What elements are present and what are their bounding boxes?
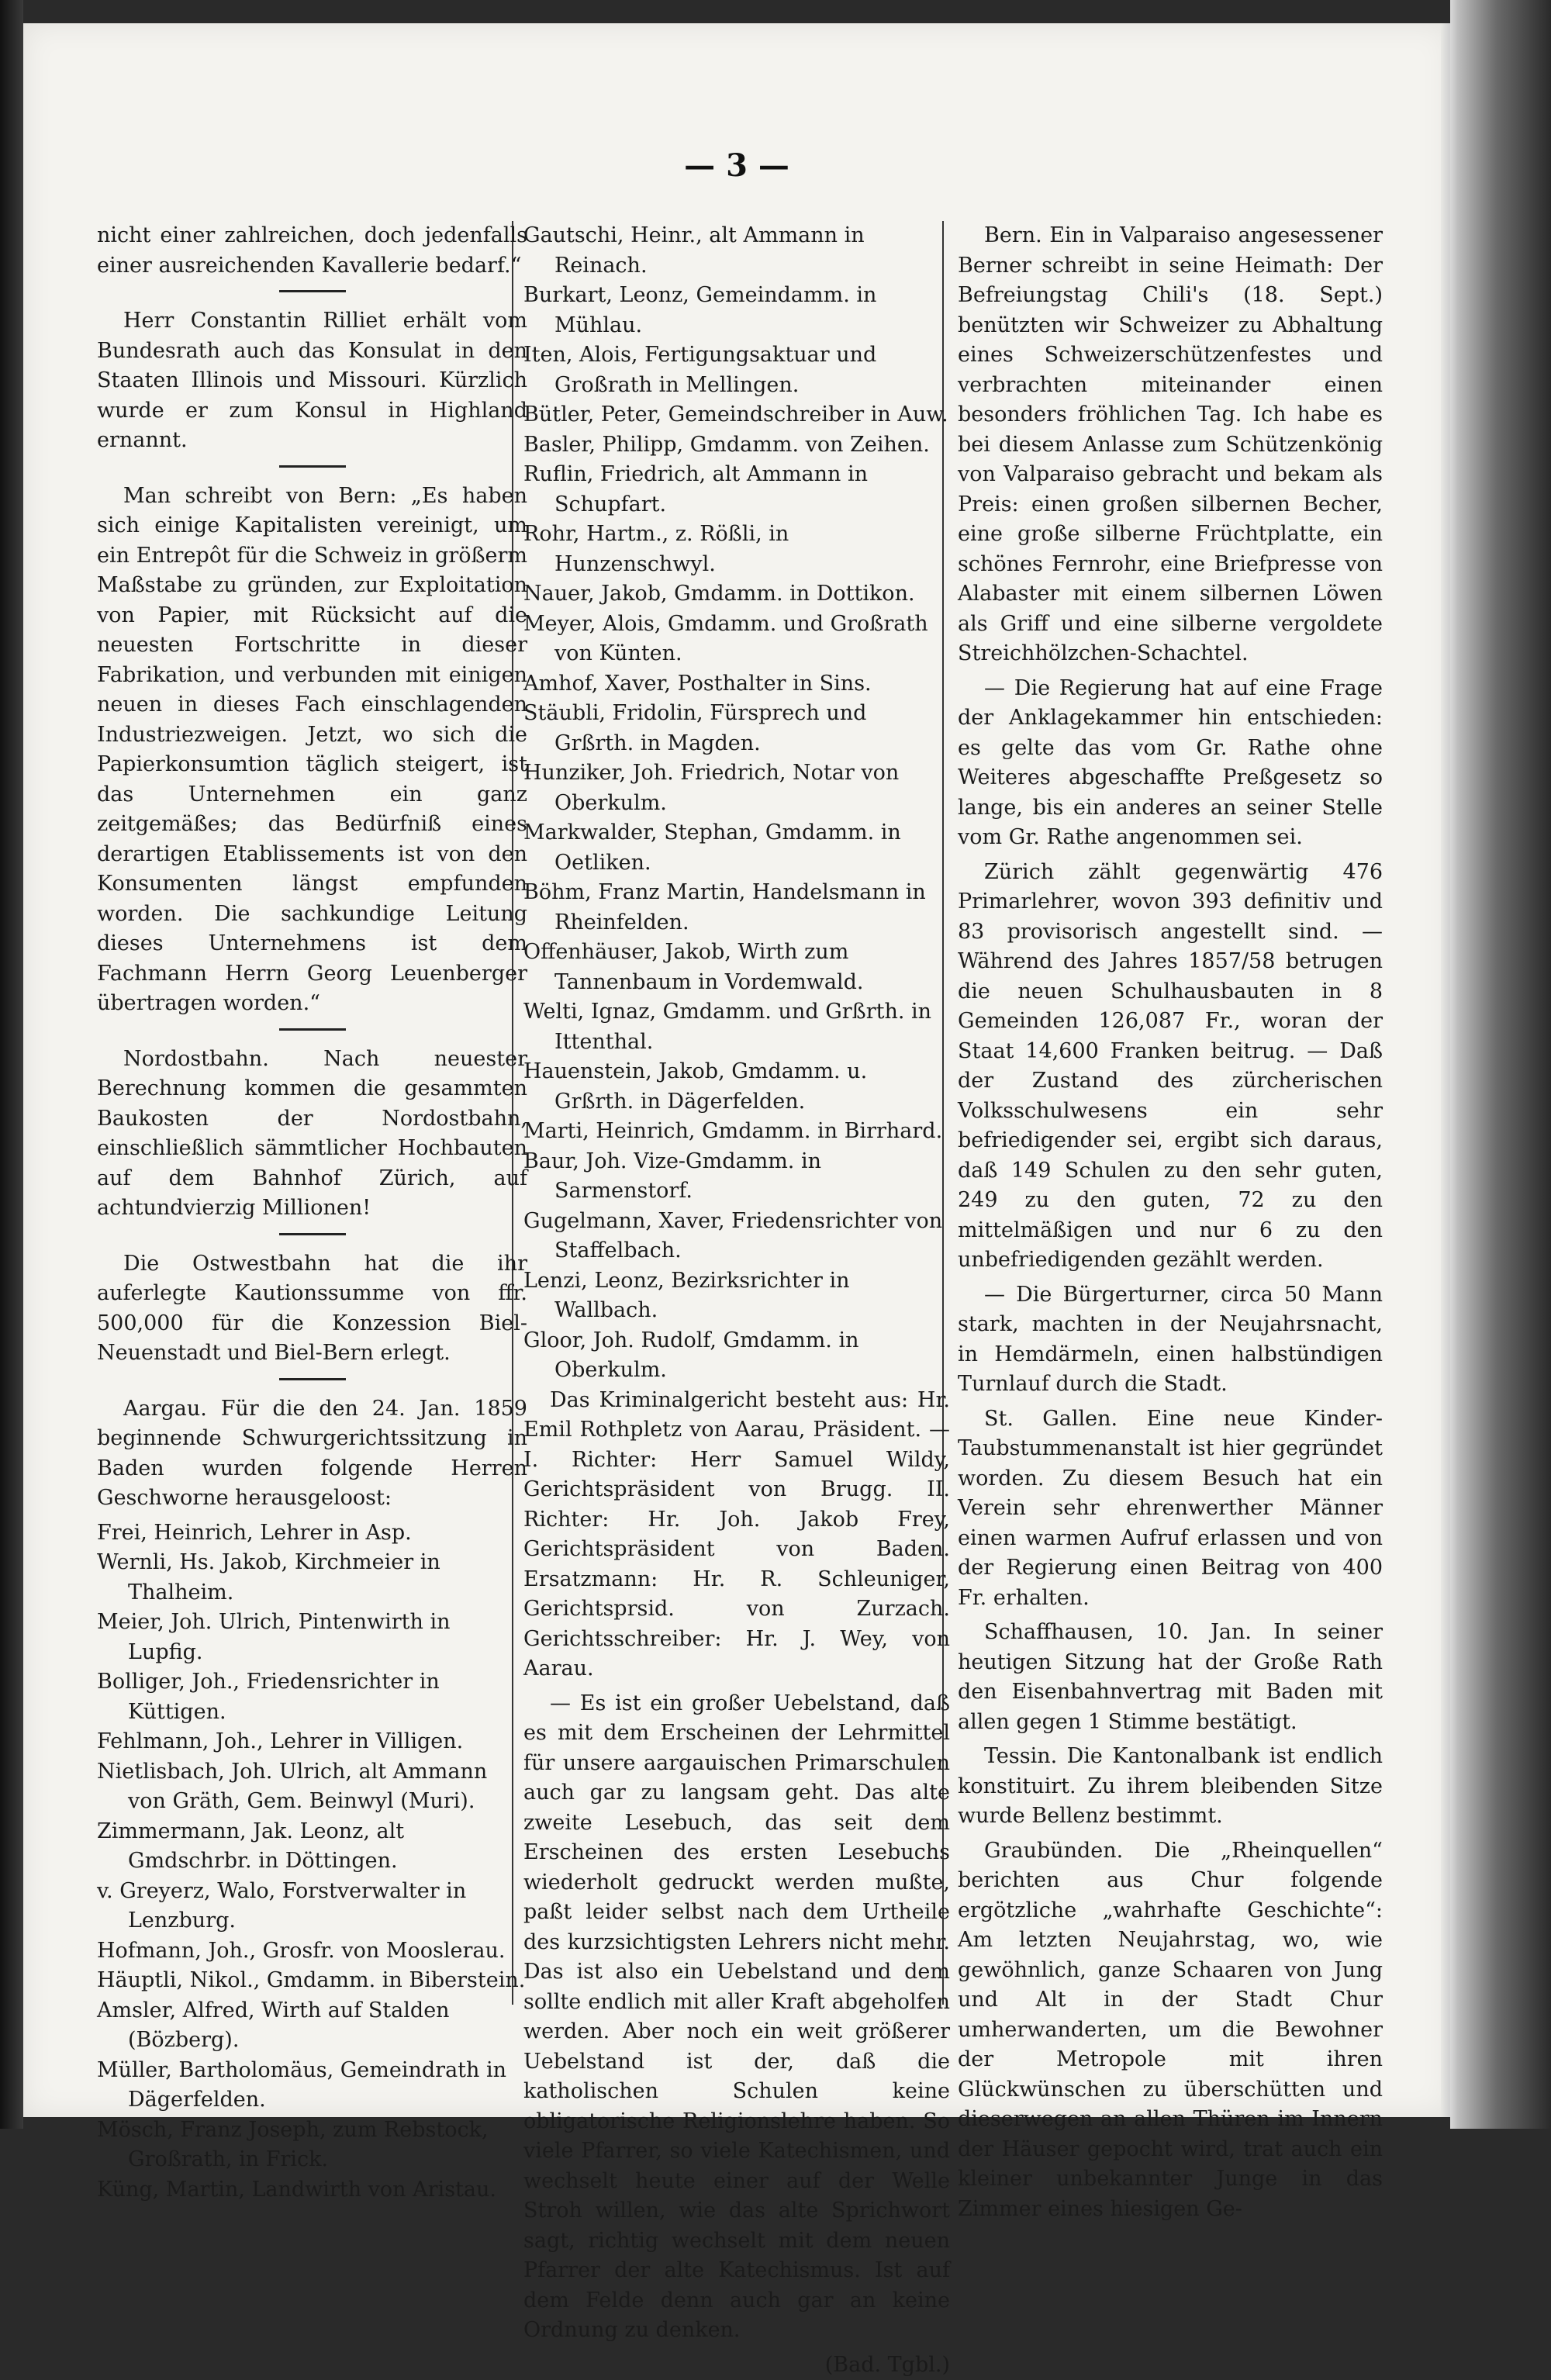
juror-entry: Gloor, Joh. Rudolf, Gmdamm. in Oberkulm.: [523, 1326, 950, 1386]
page-number: — 3 —: [23, 147, 1450, 184]
juror-entry: Nietlisbach, Joh. Ulrich, alt Ammann von Gräth, Gem. Beinwyl (Muri).: [97, 1757, 527, 1817]
juror-entry: Frei, Heinrich, Lehrer in Asp.: [97, 1518, 527, 1549]
article-paragraph: Herr Constantin Rilliet erhält vom Bundesrath auch das Konsulat in den Staaten Illinois und Missouri. Kürzlich wurde er zum Konsul in Highland ernannt.: [97, 306, 527, 456]
juror-entry: Markwalder, Stephan, Gmdamm. in Oetliken.: [523, 818, 950, 878]
juror-entry: Meyer, Alois, Gmdamm. und Großrath von Künten.: [523, 610, 950, 669]
newspaper-page: [23, 23, 1450, 2117]
section-separator: [279, 1233, 346, 1235]
juror-entry: Amhof, Xaver, Posthalter in Sins.: [523, 669, 950, 699]
article-paragraph: Bern. Ein in Valparaiso angesessener Berner schreibt in seine Heimath: Der Befreiungstag Chili's (18. Sept.) benützten wir Schweizer zu Abhaltung eines Schweizerschützenfestes und verbrachten miteinander einen besonders fröhlichen Tag. Ich habe es bei diesem Anlasse zum Schützenkönig von Valparaiso gebracht und bekam als Preis: einen großen silbernen Becher, eine große silberne Früchtplatte, ein schönes Fernrohr, eine Briefpresse von Alabaster mit einem silbernen Löwen als Griff und eine silberne vergoldete Streichhölzchen-Schachtel.: [958, 221, 1383, 669]
juror-entry: Meier, Joh. Ulrich, Pintenwirth in Lupfig.: [97, 1608, 527, 1667]
section-separator: [279, 290, 346, 292]
article-paragraph: Graubünden. Die „Rheinquellen“ berichten aus Chur folgende ergötzliche „wahrhafte Geschichte“: Am letzten Neujahrstag, wo, wie gewöhnlich, ganze Schaaren von Jung und Alt in der Stadt Chur umherwanderten, um die Bewohner der Metropole mit ihren Glückwünschen zu überschütten und dieserwegen an allen Thüren im Innern der Häuser gepocht wird, trat auch ein kleiner unbekannter Junge in das Zimmer eines hiesigen Ge-: [958, 1836, 1383, 2225]
juror-entry: Gugelmann, Xaver, Friedensrichter von Staffelbach.: [523, 1207, 950, 1266]
juror-entry: Bolliger, Joh., Friedensrichter in Küttigen.: [97, 1667, 527, 1727]
juror-entry: v. Greyerz, Walo, Forstverwalter in Lenzburg.: [97, 1877, 527, 1936]
juror-entry: Lenzi, Leonz, Bezirksrichter in Wallbach.: [523, 1266, 950, 1326]
column-3: [958, 221, 1383, 2229]
article-paragraph: St. Gallen. Eine neue Kinder-Taubstummenanstalt ist hier gegründet worden. Zu diesem Besuch hat ein Verein sehr ehrenwerther Männer einen warmen Aufruf erlassen und von der Regierung einen Beitrag von 400 Fr. erhalten.: [958, 1404, 1383, 1614]
section-separator: [279, 1028, 346, 1031]
article-paragraph: Schaffhausen, 10. Jan. In seiner heutigen Sitzung hat der Große Rath den Eisenbahnvertrag mit Baden mit allen gegen 1 Stimme bestätigt.: [958, 1618, 1383, 1737]
article-paragraph: Tessin. Die Kantonalbank ist endlich konstituirt. Zu ihrem bleibenden Sitze wurde Bellenz bestimmt.: [958, 1742, 1383, 1832]
article-paragraph: — Die Regierung hat auf eine Frage der Anklagekammer hin entschieden: es gelte das vom Gr. Rathe ohne Weiteres abgeschaffte Preßgesetz so lange, bis ein anderes an seiner Stelle vom Gr. Rathe angenommen sei.: [958, 674, 1383, 853]
juror-entry: Welti, Ignaz, Gmdamm. und Grßrth. in Ittenthal.: [523, 997, 950, 1057]
juror-entry: Häuptli, Nikol., Gmdamm. in Biberstein.: [97, 1966, 527, 1996]
article-paragraph: Die Ostwestbahn hat die ihr auferlegte Kautionssumme von ffr. 500,000 für die Konzession Biel-Neuenstadt und Biel-Bern erlegt.: [97, 1249, 527, 1369]
article-paragraph: Aargau. Für die den 24. Jan. 1859 beginnende Schwurgerichtssitzung in Baden wurden folgende Herren Geschworne herausgeloost:: [97, 1394, 527, 1514]
article-paragraph: Das Kriminalgericht besteht aus: Hr. Emil Rothpletz von Aarau, Präsident. — I. Richter: Herr Samuel Wildy, Gerichtspräsident von Brugg. II. Richter: Hr. Joh. Jakob Frey, Gerichtspräsident von Baden. Ersatzmann: Hr. R. Schleuniger, Gerichtsprsid. von Zurzach. Gerichtsschreiber: Hr. J. Wey, von Aarau.: [523, 1386, 950, 1684]
article-paragraph: — Die Bürgerturner, circa 50 Mann stark, machten in der Neujahrsnacht, in Hemdärmeln, einen halbstündigen Turnlauf durch die Stadt.: [958, 1280, 1383, 1400]
juror-entry: Hunziker, Joh. Friedrich, Notar von Oberkulm.: [523, 758, 950, 818]
section-separator: [279, 1378, 346, 1380]
juror-entry: Amsler, Alfred, Wirth auf Stalden (Bözberg).: [97, 1996, 527, 2056]
juror-entry: Wernli, Hs. Jakob, Kirchmeier in Thalheim.: [97, 1548, 527, 1608]
juror-entry: Müller, Bartholomäus, Gemeindrath in Dägerfelden.: [97, 2056, 527, 2116]
scan-left-edge: [0, 0, 23, 2129]
juror-entry: Mösch, Franz Joseph, zum Rebstock, Großrath, in Frick.: [97, 2116, 527, 2175]
page-fold-edge: [1441, 23, 1450, 2117]
column-1: [97, 221, 527, 2205]
juror-entry: Bütler, Peter, Gemeindschreiber in Auw.: [523, 400, 950, 430]
article-paragraph: Man schreibt von Bern: „Es haben sich einige Kapitalisten vereinigt, um ein Entrepôt für die Schweiz in größerm Maßstabe zu gründen, zur Exploitation von Papier, mit Rücksicht auf die neuesten Fortschritte in dieser Fabrikation, und verbunden mit einigen neuen in dieses Fach einschlagenden Industriezweigen. Jetzt, wo sich die Papierkonsumtion täglich steigert, ist das Unternehmen ein ganz zeitgemäßes; das Bedürfniß eines derartigen Etablissements ist von den Konsumenten längst empfunden worden. Die sachkundige Leitung dieses Unternehmens ist dem Fachmann Herrn Georg Leuenberger übertragen worden.“: [97, 482, 527, 1019]
scan-right-edge: [1450, 0, 1551, 2129]
juror-entry: Stäubli, Fridolin, Fürsprech und Grßrth. in Magden.: [523, 699, 950, 758]
juror-entry: Zimmermann, Jak. Leonz, alt Gmdschrbr. in Döttingen.: [97, 1817, 527, 1877]
source-attribution: (Bad. Tgbl.): [523, 2351, 950, 2380]
section-separator: [279, 465, 346, 468]
juror-entry: Hauenstein, Jakob, Gmdamm. u. Grßrth. in Dägerfelden.: [523, 1057, 950, 1117]
juror-entry: Nauer, Jakob, Gmdamm. in Dottikon.: [523, 579, 950, 610]
column-2: [523, 221, 950, 2380]
juror-entry: Offenhäuser, Jakob, Wirth zum Tannenbaum in Vordemwald.: [523, 938, 950, 997]
juror-entry: Marti, Heinrich, Gmdamm. in Birrhard.: [523, 1117, 950, 1147]
juror-entry: Hofmann, Joh., Grosfr. von Mooslerau.: [97, 1936, 527, 1967]
article-paragraph: Nordostbahn. Nach neuester Berechnung kommen die gesammten Baukosten der Nordostbahn, einschließlich sämmtlicher Hochbauten auf dem Bahnhof Zürich, auf achtundvierzig Millionen!: [97, 1045, 527, 1224]
juror-entry: Ruflin, Friedrich, alt Ammann in Schupfart.: [523, 460, 950, 520]
article-paragraph: — Es ist ein großer Uebelstand, daß es mit dem Erscheinen der Lehrmittel für unsere aargauischen Primarschulen auch gar zu langsam geht. Das alte zweite Lesebuch, das seit dem Erscheinen des ersten Lesebuchs wiederholt gedruckt werden mußte, paßt leider selbst nach dem Urtheile des kurzsichtigsten Lehrers nicht mehr. Das ist also ein Uebelstand und dem sollte endlich mit aller Kraft abgeholfen werden. Aber noch ein weit größerer Uebelstand ist der, daß die katholischen Schulen keine obligatorische Religionslehre haben. So viele Pfarrer, so viele Katechismen, und wechselt heute einer auf der Welle Stroh willen, wie das alte Sprichwort sagt, richtig wechselt mit dem neuen Pfarrer der alte Katechismus. Ist auf dem Felde denn auch gar an keine Ordnung zu denken.: [523, 1689, 950, 2346]
juror-entry: Rohr, Hartm., z. Rößli, in Hunzenschwyl.: [523, 520, 950, 579]
juror-entry: Iten, Alois, Fertigungsaktuar und Großrath in Mellingen.: [523, 340, 950, 400]
juror-entry: Gautschi, Heinr., alt Ammann in Reinach.: [523, 221, 950, 281]
juror-entry: Basler, Philipp, Gmdamm. von Zeihen.: [523, 430, 950, 461]
juror-entry: Fehlmann, Joh., Lehrer in Villigen.: [97, 1727, 527, 1757]
article-paragraph: nicht einer zahlreichen, doch jedenfalls einer ausreichenden Kavallerie bedarf.“: [97, 221, 527, 281]
juror-entry: Küng, Martin, Landwirth von Aristau.: [97, 2175, 527, 2206]
juror-entry: Burkart, Leonz, Gemeindamm. in Mühlau.: [523, 281, 950, 340]
juror-entry: Baur, Joh. Vize-Gmdamm. in Sarmenstorf.: [523, 1147, 950, 1207]
article-paragraph: Zürich zählt gegenwärtig 476 Primarlehrer, wovon 393 definitiv und 83 provisorisch angestellt sind. — Während des Jahres 1857/58 betrugen die neuen Schulhausbauten in 8 Gemeinden 126,087 Fr., woran der Staat 14,600 Franken beitrug. — Daß der Zustand des zürcherischen Volksschulwesens ein sehr befriedigender sei, ergibt sich daraus, daß 149 Schulen zu den sehr guten, 249 zu den guten, 72 zu den mittelmäßigen und nur 6 zu den unbefriedigenden gezählt werden.: [958, 858, 1383, 1276]
juror-entry: Böhm, Franz Martin, Handelsmann in Rheinfelden.: [523, 878, 950, 938]
